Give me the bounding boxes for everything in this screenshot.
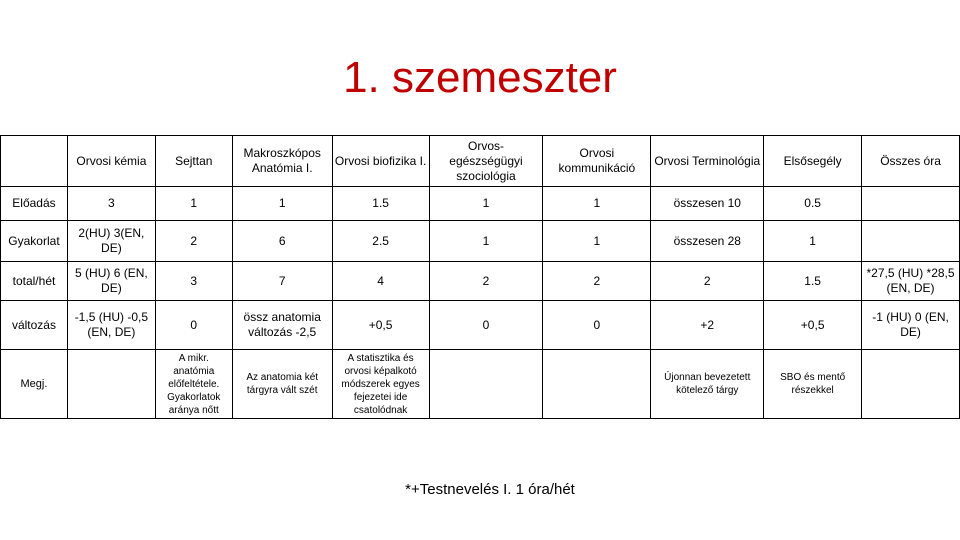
table-cell: 2 <box>651 262 764 301</box>
row-label: Megj. <box>1 350 68 419</box>
row-label: Előadás <box>1 187 68 221</box>
table-cell: +0,5 <box>332 301 429 350</box>
table-cell: +2 <box>651 301 764 350</box>
table-cell: 6 <box>232 221 332 262</box>
table-row-megjegyzes <box>1 350 960 419</box>
table-row-eloadas <box>1 187 960 221</box>
table-cell: 1 <box>155 187 232 221</box>
table-cell: Újonnan bevezetett kötelező tárgy <box>651 350 764 419</box>
table-cell: 2 <box>155 221 232 262</box>
table-cell: 0 <box>543 301 651 350</box>
row-label: változás <box>1 301 68 350</box>
table-cell: 1 <box>232 187 332 221</box>
table-cell: 0 <box>155 301 232 350</box>
footnote: *+Testnevelés I. 1 óra/hét <box>405 481 575 498</box>
header-cell-osszes-ora: Összes óra <box>862 136 960 187</box>
header-row <box>1 136 960 187</box>
table-cell: A statisztika és orvosi képalkotó módszerek egyes fejezetei ide csatolódnak <box>332 350 429 419</box>
table-cell: 0.5 <box>764 187 862 221</box>
table-row-valtozas <box>1 301 960 350</box>
header-cell-orvosi-kemia: Orvosi kémia <box>67 136 155 187</box>
header-cell-terminologia: Orvosi Terminológia <box>651 136 764 187</box>
table-cell: 1.5 <box>764 262 862 301</box>
table-cell: 7 <box>232 262 332 301</box>
table-cell: -1 (HU) 0 (EN, DE) <box>862 301 960 350</box>
row-label: Gyakorlat <box>1 221 68 262</box>
table-cell: A mikr. anatómia előfeltétele. Gyakorlatok aránya nőtt <box>155 350 232 419</box>
table-cell: 4 <box>332 262 429 301</box>
header-cell-elsosegely: Elsősegély <box>764 136 862 187</box>
table-cell: 5 (HU) 6 (EN, DE) <box>67 262 155 301</box>
header-cell-corner <box>1 136 68 187</box>
table-cell: 1 <box>429 187 543 221</box>
table-cell <box>543 350 651 419</box>
curriculum-table <box>0 135 960 419</box>
table-cell: 3 <box>67 187 155 221</box>
table-cell: 1 <box>764 221 862 262</box>
table-cell <box>862 350 960 419</box>
table-cell: SBO és mentő részekkel <box>764 350 862 419</box>
table-cell: Az anatomia két tárgyra vált szét <box>232 350 332 419</box>
table-cell: 2(HU) 3(EN, DE) <box>67 221 155 262</box>
table-cell: 2 <box>429 262 543 301</box>
table-row-total-het <box>1 262 960 301</box>
table-cell: 1 <box>543 221 651 262</box>
table-cell: +0,5 <box>764 301 862 350</box>
table-cell <box>429 350 543 419</box>
slide-title: 1. szemeszter <box>343 53 617 102</box>
header-cell-orvosi-biofizika: Orvosi biofizika I. <box>332 136 429 187</box>
header-cell-makroszkopos-anatomia: Makroszkópos Anatómia I. <box>232 136 332 187</box>
table-cell: 1.5 <box>332 187 429 221</box>
table-cell: 0 <box>429 301 543 350</box>
table-row-gyakorlat <box>1 221 960 262</box>
header-cell-szociologia: Orvos-egészségügyi szociológia <box>429 136 543 187</box>
table-cell <box>862 221 960 262</box>
table-cell: 1 <box>543 187 651 221</box>
table-cell: össz anatomia változás -2,5 <box>232 301 332 350</box>
table-cell: 2.5 <box>332 221 429 262</box>
table-cell: *27,5 (HU) *28,5 (EN, DE) <box>862 262 960 301</box>
row-label: total/hét <box>1 262 68 301</box>
table-cell: 2 <box>543 262 651 301</box>
table-cell <box>862 187 960 221</box>
table-cell: összesen 28 <box>651 221 764 262</box>
table-cell <box>67 350 155 419</box>
table-cell: 3 <box>155 262 232 301</box>
header-cell-sejttan: Sejttan <box>155 136 232 187</box>
header-cell-kommunikacio: Orvosi kommunikáció <box>543 136 651 187</box>
table-cell: 1 <box>429 221 543 262</box>
table-cell: összesen 10 <box>651 187 764 221</box>
table-cell: -1,5 (HU) -0,5 (EN, DE) <box>67 301 155 350</box>
